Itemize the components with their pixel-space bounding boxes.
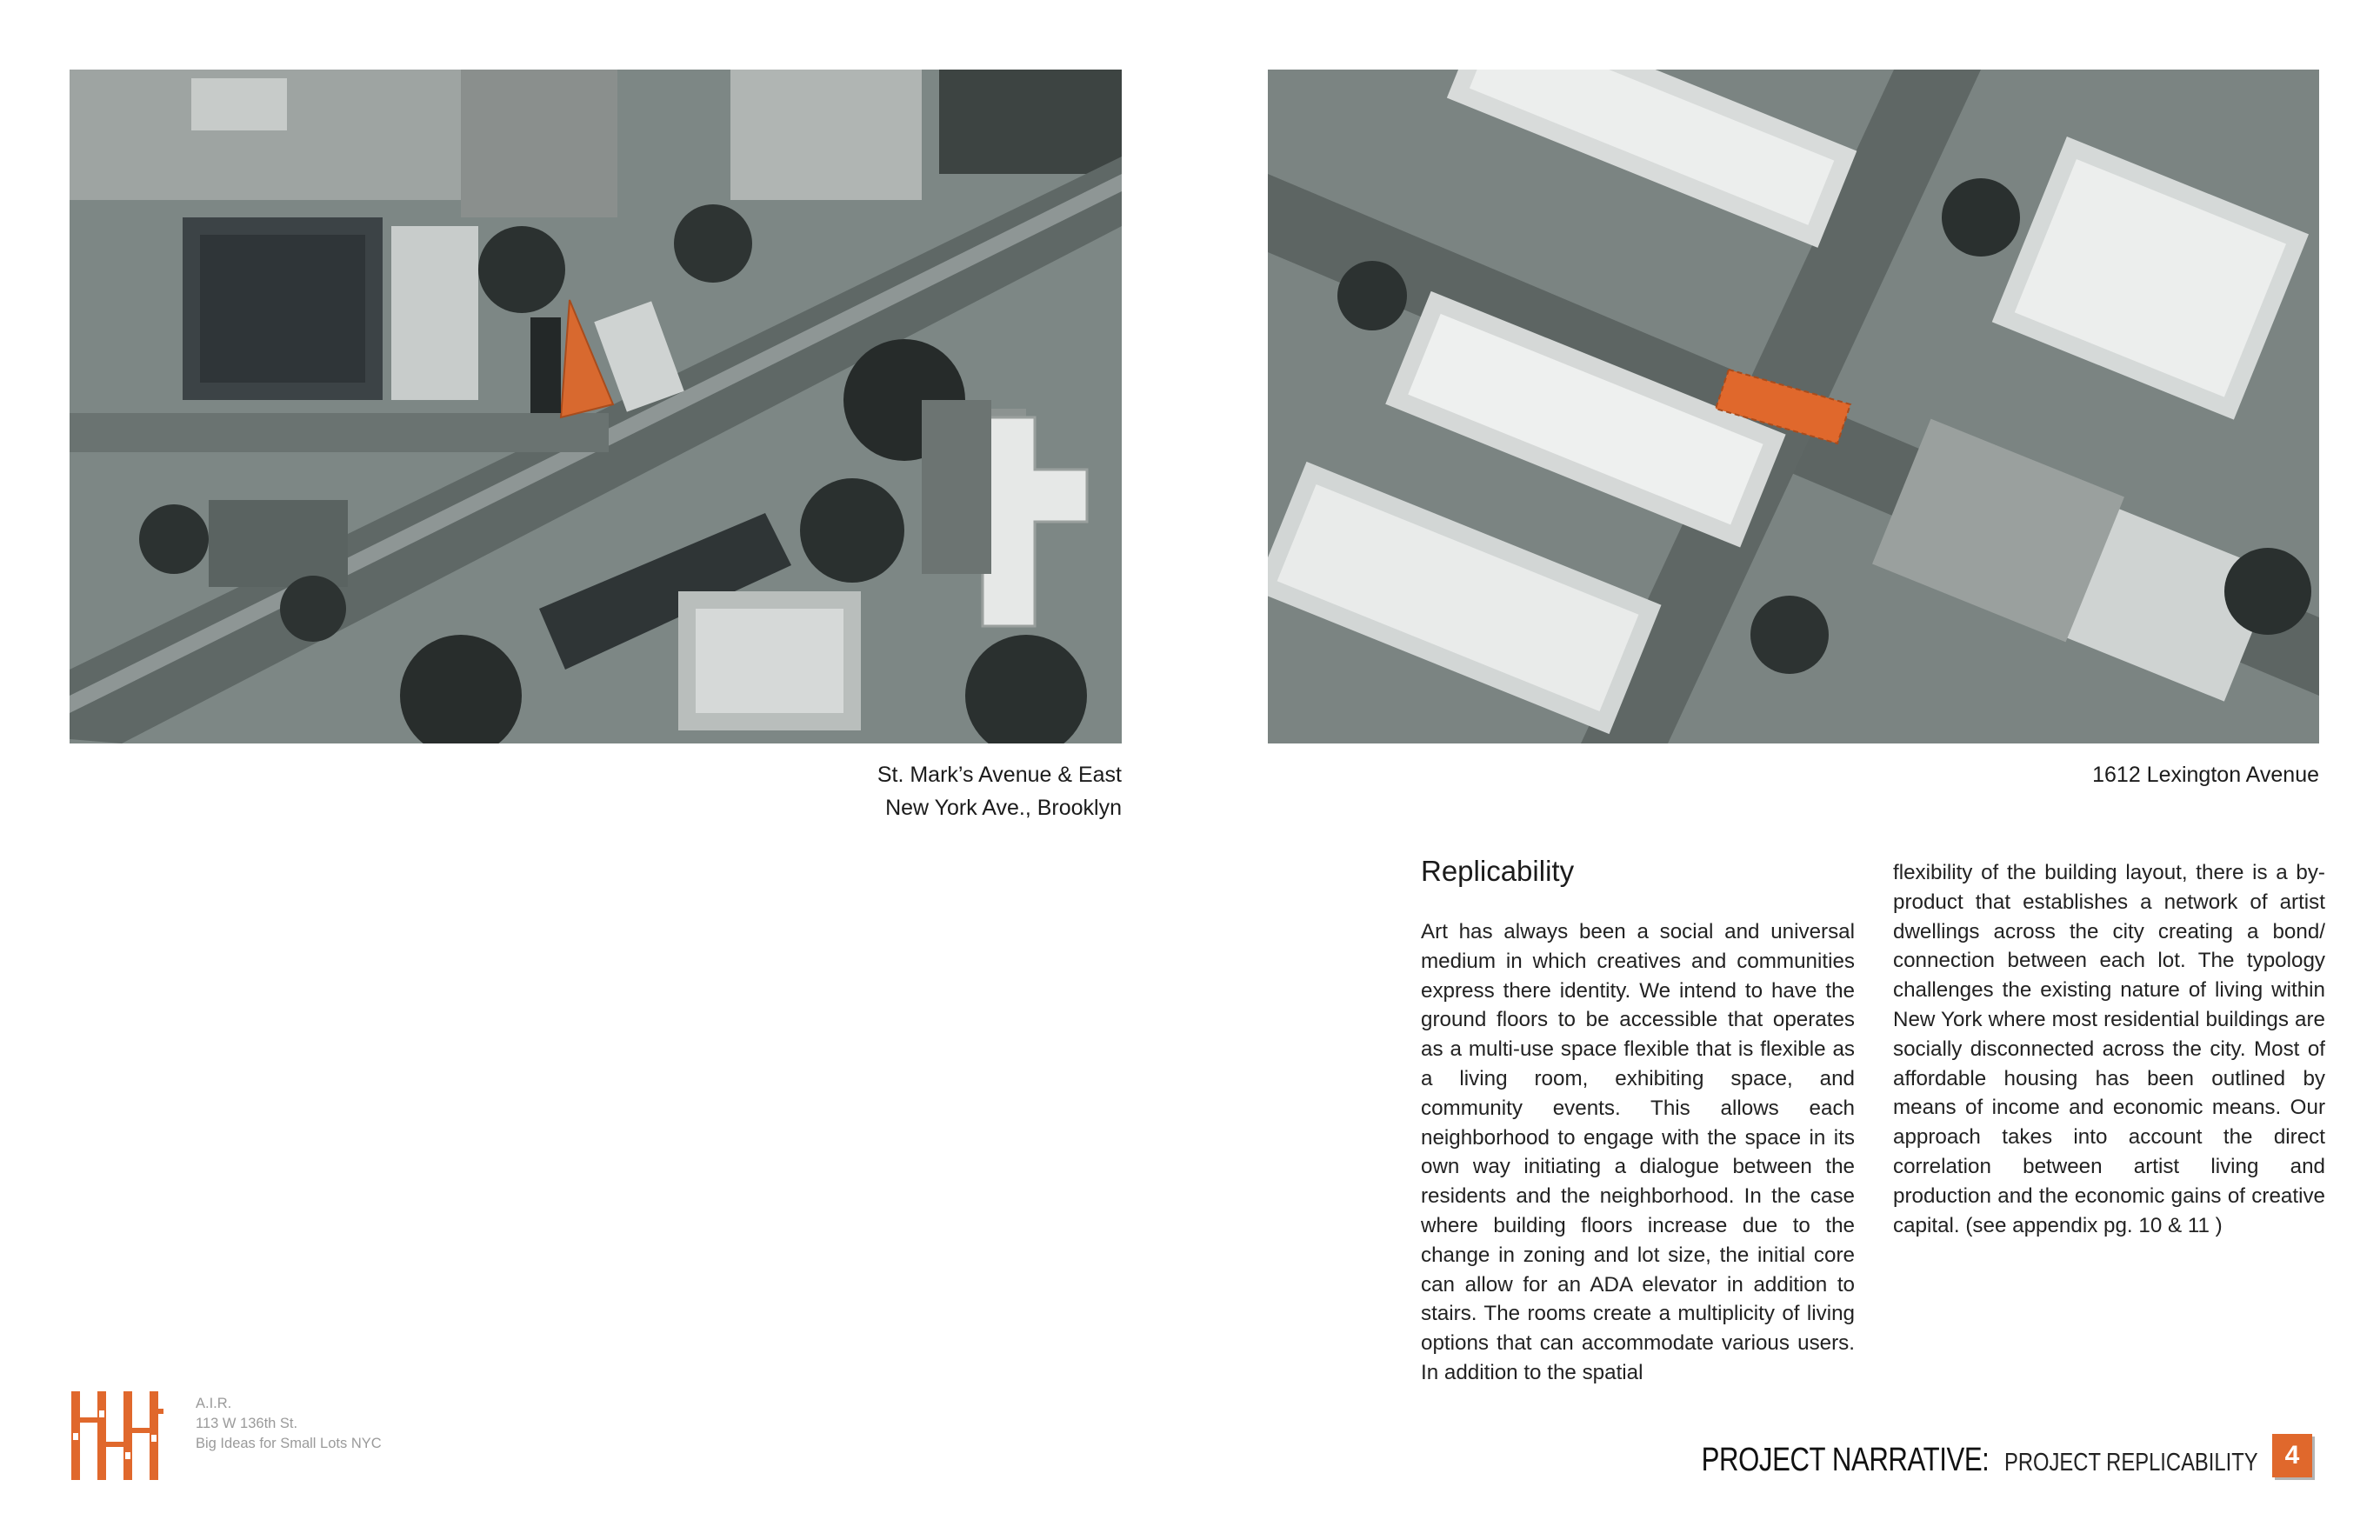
footer-address: 113 W 136th St. <box>196 1416 298 1431</box>
caption-left-line2: New York Ave., Brooklyn <box>885 796 1122 820</box>
narrative-title: PROJECT NARRATIVE: <box>1701 1442 1989 1478</box>
air-logo-icon <box>70 1391 163 1480</box>
body-paragraph-1: Art has always been a social and universal medium in which creatives and communities express there identity. We intend to have the ground floors to be accessible that operates as a multi-use space flexible that is flexible as a living room, exhibiting space, and community events. This allows each neighborhood to engage with the space in its own way initiating a dialogue between the residents and the neighborhood. In the case where building floors increase due to the change in zoning and lot size, the initial core can allow for an ADA elevator in addition to stairs. The rooms create a multiplicity of living options that can accommodate various users. In addition to the spatial <box>1421 920 1855 1384</box>
footer-program: Big Ideas for Small Lots NYC <box>196 1436 382 1451</box>
body-paragraph-2: flexibility of the building layout, there is a by-product that establishes a network of artist dwellings across the city creating a bond/ connection between each lot. The typology challenges the existing nature of living within New York where most residential buildings are socially disconnected across the city. Most of affordable housing has been outlined by means of income and economic means. Our approach takes into account the direct correlation between artist living and production and the economic gains of creative capital. (see appendix pg. 10 & 11 ) <box>1893 861 2325 1237</box>
aerial-map-left-graphic <box>70 70 1122 743</box>
caption-right: 1612 Lexington Avenue <box>2092 763 2319 787</box>
body-column-2 <box>1893 858 2325 1240</box>
footer-info <box>196 1394 382 1454</box>
air-logo-graphic <box>70 1391 163 1480</box>
aerial-map-right-graphic <box>1268 70 2319 743</box>
caption-left <box>600 758 1122 824</box>
narrative-subtitle: PROJECT REPLICABILITY <box>2004 1449 2258 1477</box>
aerial-map-right <box>1268 70 2319 743</box>
page-number-badge: 4 <box>2272 1434 2312 1477</box>
aerial-map-left <box>70 70 1122 743</box>
body-column-1 <box>1421 917 1855 1388</box>
caption-left-line1: St. Mark’s Avenue & East <box>877 763 1122 787</box>
section-heading: Replicability <box>1421 855 1575 887</box>
footer-org: A.I.R. <box>196 1396 232 1411</box>
